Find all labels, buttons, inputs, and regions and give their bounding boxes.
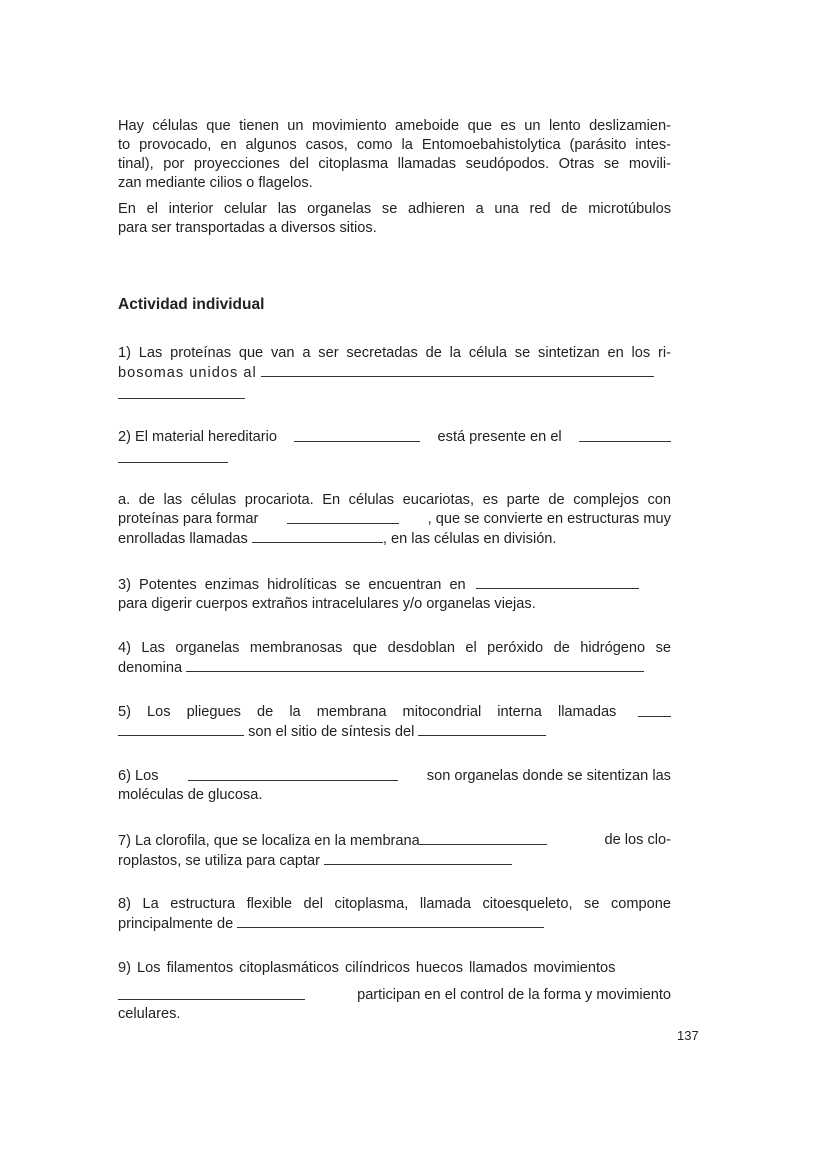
answer-blank[interactable] <box>420 831 547 845</box>
answer-blank[interactable] <box>476 575 639 589</box>
text-line: Hay células que tienen un movimiento ameboide que es un lento deslizamien- <box>118 118 671 134</box>
text-line: 9) Los filamentos citoplasmáticos cilíndricos huecos llamados movimientos <box>118 960 616 976</box>
answer-blank[interactable] <box>118 385 245 399</box>
text-line: zan mediante cilios o flagelos. <box>118 175 313 191</box>
text-segment: 3) Potentes enzimas hidrolíticas se encuentran en <box>118 577 466 593</box>
text-segment: 5) Los pliegues de la membrana mitocondrial interna llamadas <box>118 704 617 720</box>
text-line: para digerir cuerpos extraños intracelulares y/o organelas viejas. <box>118 596 536 612</box>
text-segment: roplastos, se utiliza para captar <box>118 853 320 869</box>
text-segment: bosomas unidos al <box>118 365 257 381</box>
answer-blank[interactable] <box>118 986 305 1000</box>
answer-blank[interactable] <box>237 914 544 928</box>
text-line: En el interior celular las organelas se adhieren a una red de microtúbulos <box>118 201 671 217</box>
text-line: celulares. <box>118 1006 181 1022</box>
answer-blank[interactable] <box>118 722 244 736</box>
question-1 <box>118 344 671 405</box>
activity-heading: Actividad individual <box>118 296 265 313</box>
text-line <box>118 363 671 383</box>
question-6 <box>118 767 671 805</box>
text-segment: , que se convierte en estructuras muy <box>427 511 671 527</box>
text-segment: son el sitio de síntesis del <box>248 724 415 740</box>
text-segment: de los clo- <box>604 832 671 848</box>
text-segment: 6) Los <box>118 768 159 784</box>
answer-blank[interactable] <box>418 722 546 736</box>
answer-blank[interactable] <box>252 529 383 543</box>
answer-blank[interactable] <box>287 510 399 524</box>
text-segment: principalmente de <box>118 916 234 932</box>
question-4 <box>118 639 671 678</box>
text-line: 1) Las proteínas que van a ser secretadas de la célula se sintetizan en los ri- <box>118 345 671 361</box>
question-5 <box>118 703 671 742</box>
text-line: para ser transportadas a diversos sitios. <box>118 220 377 236</box>
text-line: tinal), por proyecciones del citoplasma llamadas seudópodos. Otras se movili- <box>118 156 671 172</box>
text-segment: denomina <box>118 660 183 676</box>
answer-blank[interactable] <box>261 363 654 377</box>
text-line: 8) La estructura flexible del citoplasma, llamada citoesqueleto, se compone <box>118 896 671 912</box>
answer-blank[interactable] <box>294 428 420 442</box>
intro-paragraph-1 <box>118 117 671 193</box>
text-segment: , en las células en división. <box>382 531 557 547</box>
page-number: 137 <box>677 1028 699 1043</box>
text-segment: está presente en el <box>437 429 562 445</box>
question-2 <box>118 428 671 469</box>
text-line: to provocado, en algunos casos, como la Entomoebahistolytica (parásito intes- <box>118 137 671 153</box>
text-segment: enrolladas llamadas <box>118 531 248 547</box>
text-segment: proteínas para formar <box>118 511 259 527</box>
question-9 <box>118 959 671 1024</box>
answer-blank[interactable] <box>579 428 671 442</box>
answer-blank[interactable] <box>638 703 671 717</box>
question-8 <box>118 895 671 934</box>
text-segment: 2) El material hereditario <box>118 429 277 445</box>
text-segment: participan en el control de la forma y movimiento <box>357 987 671 1003</box>
text-segment: 7) La clorofila, que se localiza en la membrana <box>118 833 420 849</box>
text-line: 4) Las organelas membranosas que desdoblan el peróxido de hidrógeno se <box>118 640 671 656</box>
question-3 <box>118 575 671 614</box>
answer-blank[interactable] <box>186 658 644 672</box>
answer-blank[interactable] <box>324 851 512 865</box>
text-segment: son organelas donde se sitentizan las <box>426 768 671 784</box>
question-7 <box>118 831 671 871</box>
text-line: a. de las células procariota. En células eucariotas, es parte de complejos con <box>118 492 671 508</box>
intro-paragraph-2 <box>118 200 671 238</box>
answer-blank[interactable] <box>118 449 228 463</box>
text-line: moléculas de glucosa. <box>118 787 263 803</box>
question-2-continuation <box>118 491 671 549</box>
answer-blank[interactable] <box>188 767 398 781</box>
